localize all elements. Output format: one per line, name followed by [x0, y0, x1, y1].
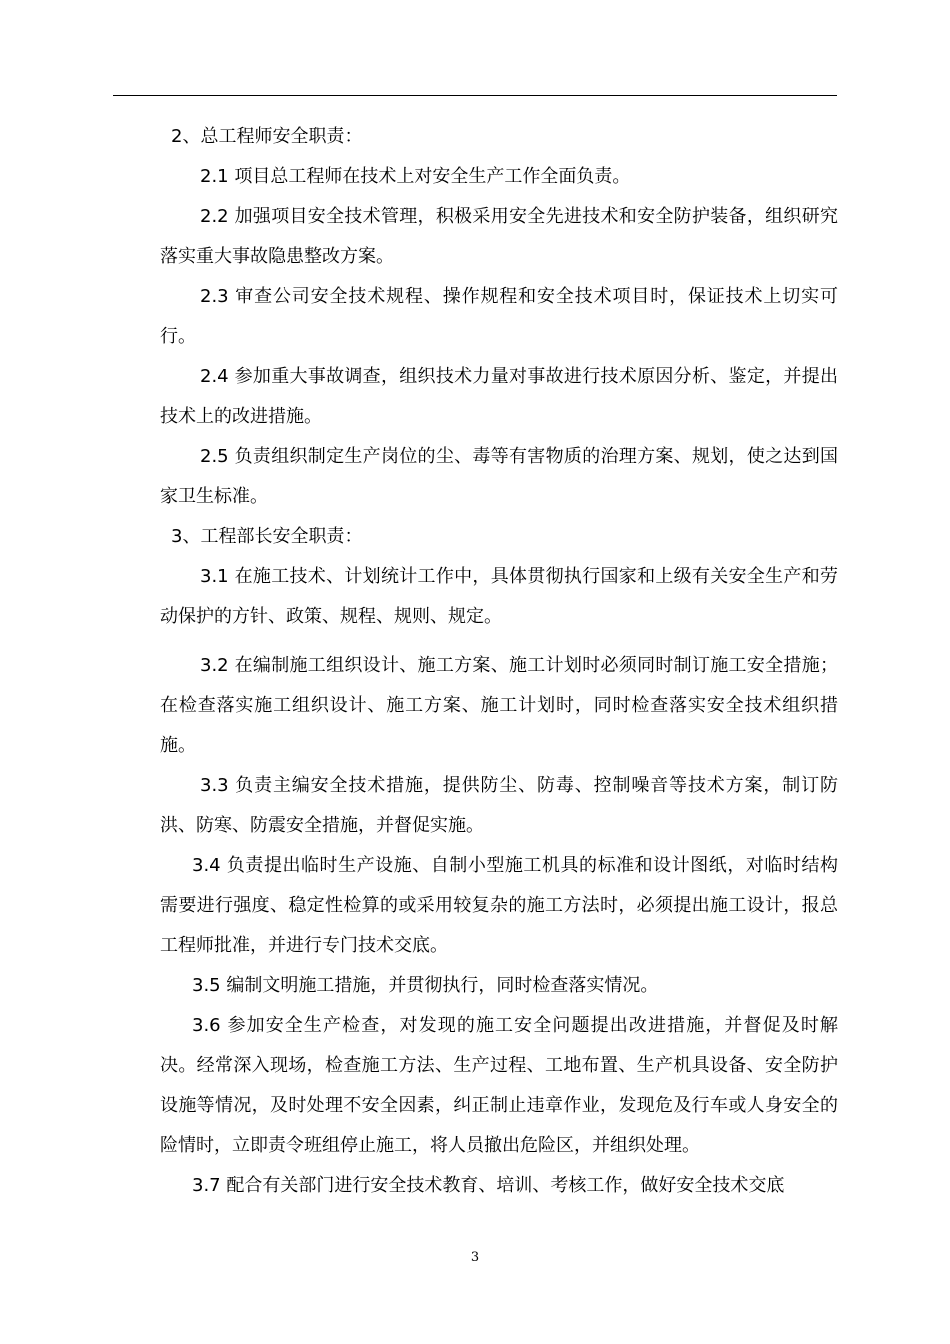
document-body: [160, 117, 838, 1206]
paragraph-2-4: 2.4 参加重大事故调查，组织技术力量对事故进行技术原因分析、鉴定，并提出技术上的改进措施。: [160, 366, 838, 427]
paragraph-2-1: 2.1 项目总工程师在技术上对安全生产工作全面负责。: [200, 166, 631, 187]
section-heading-2: 2、总工程师安全职责：: [171, 126, 363, 147]
paragraph-3-6: 3.6 参加安全生产检查，对发现的施工安全问题提出改进措施，并督促及时解决。经常深入现场，检查施工方法、生产过程、工地布置、生产机具设备、安全防护设施等情况，及时处理不安全因素，纠正制止违章作业，发现危及行车或人身安全的险情时，立即责令班组停止施工，将人员撤出危险区，并组织处理。: [160, 1015, 838, 1156]
paragraph-2-3: 2.3 审查公司安全技术规程、操作规程和安全技术项目时，保证技术上切实可行。: [160, 286, 838, 347]
paragraph-3-3: 3.3 负责主编安全技术措施，提供防尘、防毒、控制噪音等技术方案，制订防洪、防寒、防震安全措施，并督促实施。: [160, 775, 838, 836]
page-number: 3: [470, 1250, 480, 1265]
section-heading-3: 3、工程部长安全职责：: [171, 526, 363, 547]
paragraph-3-1: 3.1 在施工技术、计划统计工作中，具体贯彻执行国家和上级有关安全生产和劳动保护的方针、政策、规程、规则、规定。: [160, 566, 838, 627]
header-rule: [113, 95, 837, 96]
paragraph-3-5: 3.5 编制文明施工措施，并贯彻执行，同时检查落实情况。: [192, 975, 659, 996]
paragraph-3-2: 3.2 在编制施工组织设计、施工方案、施工计划时必须同时制订施工安全措施；在检查落实施工组织设计、施工方案、施工计划时，同时检查落实安全技术组织措施。: [160, 655, 838, 756]
paragraph-3-7: 3.7 配合有关部门进行安全技术教育、培训、考核工作，做好安全技术交底: [192, 1175, 785, 1196]
paragraph-2-5: 2.5 负责组织制定生产岗位的尘、毒等有害物质的治理方案、规划，使之达到国家卫生标准。: [160, 446, 838, 507]
paragraph-3-4: 3.4 负责提出临时生产设施、自制小型施工机具的标准和设计图纸，对临时结构需要进行强度、稳定性检算的或采用较复杂的施工方法时，必须提出施工设计，报总工程师批准，并进行专门技术交底。: [160, 855, 838, 956]
paragraph-2-2: 2.2 加强项目安全技术管理，积极采用安全先进技术和安全防护装备，组织研究落实重大事故隐患整改方案。: [160, 206, 838, 267]
